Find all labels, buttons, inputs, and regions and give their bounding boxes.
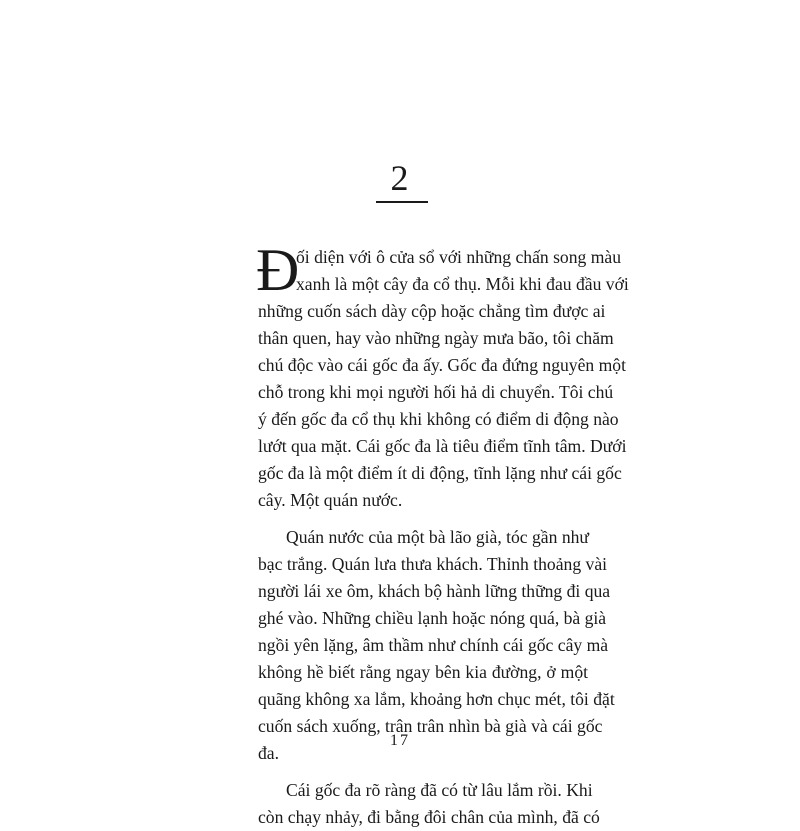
drop-cap: Đ [256,237,300,303]
chapter-underline [376,201,428,203]
text-line: chỗ trong khi mọi người hối hả di chuyển. Tôi chú [258,382,614,402]
text-line: Quán nước của một bà lão già, tóc gần như [286,527,589,547]
text-line: xanh là một cây đa cổ thụ. Mỗi khi đau đầu với [296,274,629,294]
text-line: lướt qua mặt. Cái gốc đa là tiêu điểm tĩnh tâm. Dưới [258,436,627,456]
paragraph-3 [258,777,600,831]
text-line: Đ ối diện với ô cửa sổ với những chấn song màu [256,237,621,303]
text-line: bạc trắng. Quán lưa thưa khách. Thỉnh thoảng vài [258,554,608,574]
text-line: cuốn sách xuống, trân trân nhìn bà già và cái gốc [258,716,603,736]
text-line: thân quen, hay vào những ngày mưa bão, tôi chăm [258,328,614,348]
text-line: không hề biết rằng ngay bên kia đường, ở một [258,662,588,682]
text-line: cây. Một quán nước. [258,490,403,510]
paragraph-1 [256,237,629,514]
text-line: ý đến gốc đa cổ thụ khi không có điểm di động nào [258,409,619,429]
chapter-number: 2 [390,158,410,198]
text-line: quãng không xa lắm, khoảng hơn chục mét, tôi đặt [258,689,615,709]
text-line: ngồi yên lặng, âm thầm như chính cái gốc cây mà [258,635,609,655]
text-line: người lái xe ôm, khách bộ hành lững thững đi qua [258,581,611,601]
text-line: ghé vào. Những chiều lạnh hoặc nóng quá, bà già [258,608,607,628]
text-line: còn chạy nhảy, đi bằng đôi chân của mình, đã có [258,807,600,827]
text-line: chú độc vào cái gốc đa ấy. Gốc đa đứng nguyên một [258,355,626,375]
text-line: gốc đa là một điểm ít di động, tĩnh lặng như cái gốc [258,463,622,483]
text-line: đa. [258,743,280,763]
page-number: 17 [390,732,410,749]
text-line: những cuốn sách dày cộp hoặc chẳng tìm được ai [258,301,606,321]
text-line: Cái gốc đa rõ ràng đã có từ lâu lắm rồi. Khi [286,780,593,800]
paragraph-2 [258,524,615,767]
